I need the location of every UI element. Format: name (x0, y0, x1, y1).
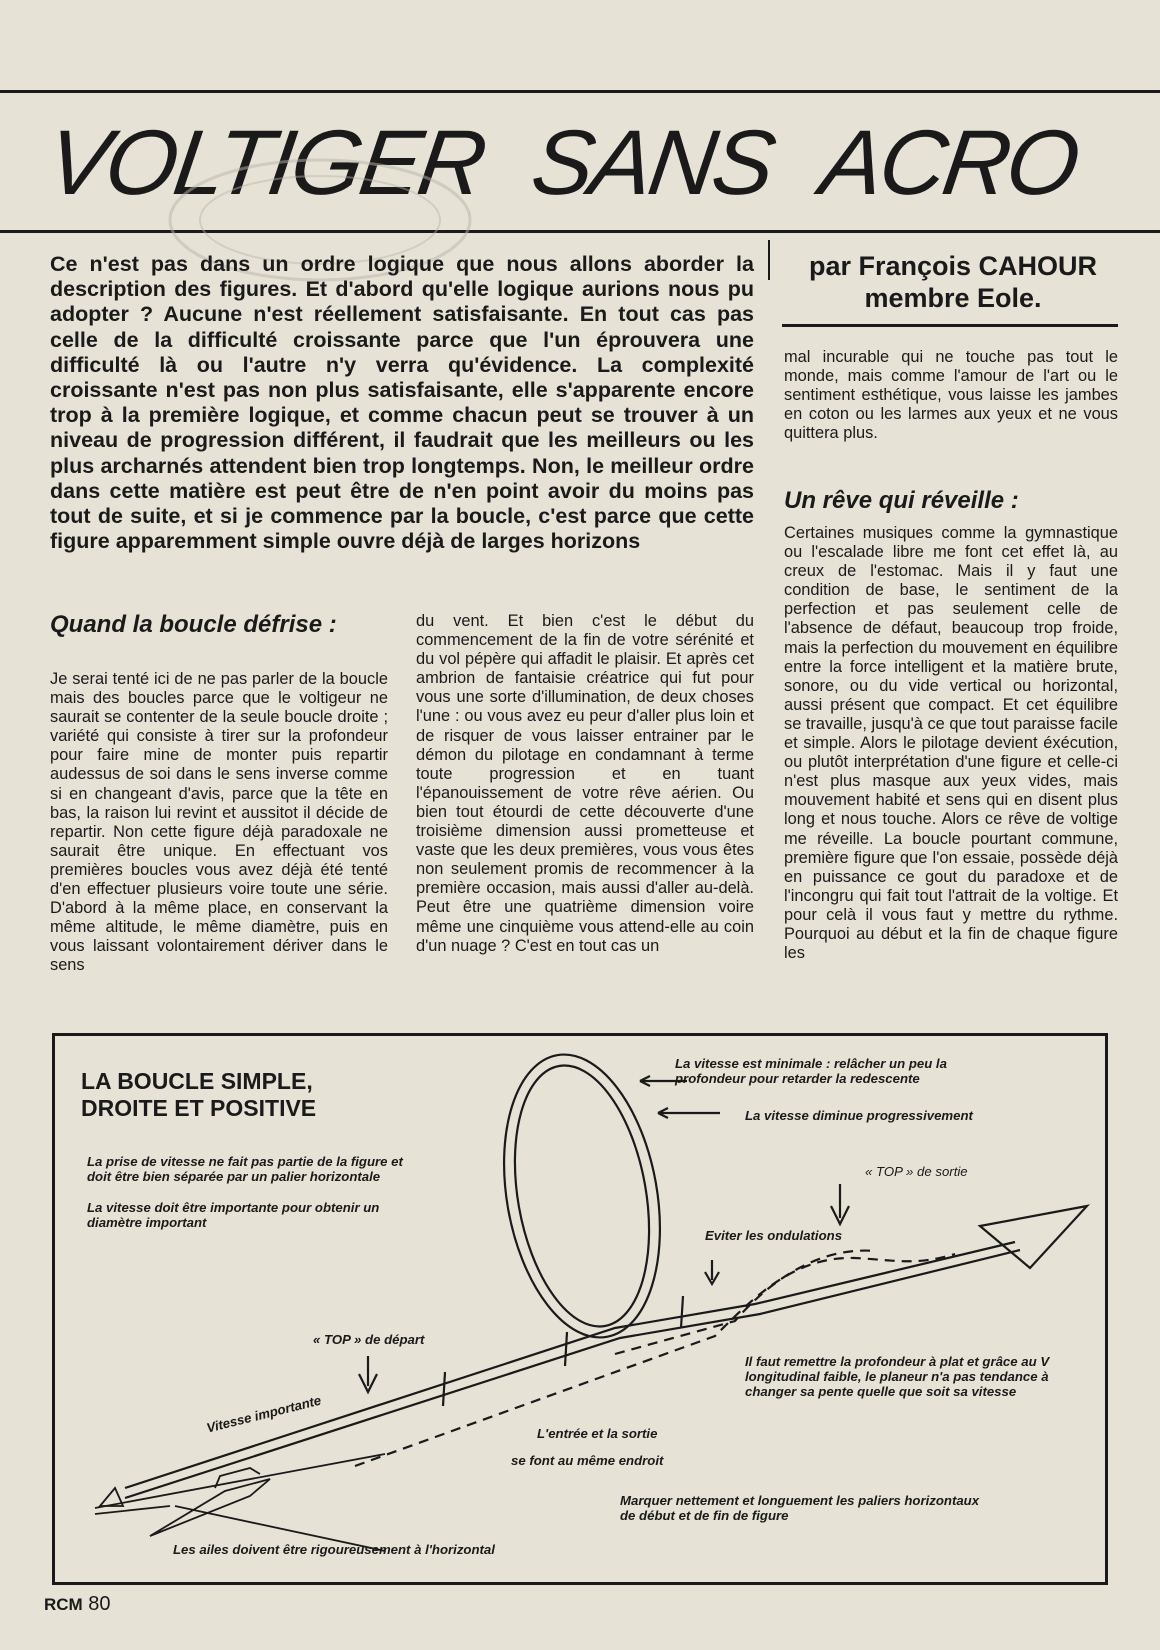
page-number: 80 (88, 1593, 111, 1615)
ann-entree-sortie-1: L'entrée et la sortie (537, 1426, 658, 1441)
byline-divider (768, 240, 770, 280)
byline-club: membre Eole. (864, 283, 1042, 313)
right-column-body: Certaines musiques comme la gymnastique ou l'escalade libre me font cet effet là, au creux de l'estomac. Mais il y faut une condition de base, le sentiment de la perfection et pas seulement celle de l'absence de défaut, beaucoup trop froide, mais la perfection du mouvement en équilibre entre la force intelligent et la matière brute, sonore, ou du vide vertical ou horizontal, aussi présent que compact. Et cet équilibre se travaille, jusqu'à ce que tout paraisse facile et simple. Alors le pilotage devient éxécution, ou plutôt interprétation d'une figure et celle-ci n'est plus masque aux yeux vides, mais mouvement habité et sens qui en disent plus long et nous touche. Alors ce rêve de voltige me réveille. La boucle pourtant commune, première figure que l'on essaie, possède déjà en puissance ce gout du paradoxe et de l'incongru qui fait tout l'attrait de la voltige. Et pour celà il vous faut y mettre du rythme. Pourquoi au début et la fin de chaque figure les (784, 524, 1118, 963)
ann-top-sortie: « TOP » de sortie (865, 1164, 968, 1179)
ann-vitesse-importante: Vitesse importante (205, 1392, 323, 1436)
top-rule (0, 90, 1160, 93)
magazine-name: RCM (44, 1595, 83, 1614)
byline (780, 250, 1126, 314)
ann-profondeur-plat: Il faut remettre la profondeur à plat et grâce au V longitudinal faible, le planeur n'a pas tendance à changer sa pente quelle que soit sa vitesse (745, 1354, 1050, 1399)
ann-ailes-horizontal: Les ailes doivent être rigoureusement à l'horizontal (173, 1542, 495, 1557)
diagram-title-line1: LA BOUCLE SIMPLE, (81, 1068, 313, 1094)
title-word-2: SANS (525, 112, 779, 214)
ann-top-depart: « TOP » de départ (313, 1332, 425, 1347)
ann-marquer-paliers: Marquer nettement et longuement les paliers horizontaux de début et de fin de figure (620, 1493, 980, 1523)
lead-paragraph: Ce n'est pas dans un ordre logique que nous allons aborder la description des figures. Et d'abord qu'elle logique aurions nous pu adopter ? Aucune n'est réellement satisfaisante. En tout cas pas celle de la difficulté croissante parce que l'un éprouvera une difficulté là ou l'autre n'y verra qu'évidence. La complexité croissante n'est pas non plus satisfaisante, elle s'apparente encore trop à la première logique, et comme chacun peut se trouver à un niveau de progression différent, il faudrait que les meilleurs ou les plus archarnés attendent bien trop longtemps. Non, le meilleur ordre dans cette matière est peut être de n'en point avoir du moins pas tout de suite, et si je commence par la boucle, c'est parce que cette figure apparemment simple ouvre déjà de larges horizons (50, 252, 754, 554)
ann-vitesse-minimale: La vitesse est minimale : relâcher un peu la profondeur pour retarder la redescente (675, 1056, 947, 1086)
left-column-body: Je serai tenté ici de ne pas parler de la boucle mais des boucles parce que le voltigeur ne saurait se contenter de la seule boucle droite ; variété qui consiste à tirer sur la profondeur pour faire mine de monter puis repartir audessus de soi dans le sens inverse comme si en changeant d'avis, parce que la tête en bas, la raison lui revint et aussitot il décide de repartir. Non cette figure déjà paradoxale ne saurait être unique. En effectuant vos premières boucles vous avez déjà été tenté d'en effectuer plusieurs voire toute une série. D'abord à la même place, en conservant la même altitude, le même diamètre, puis en vous laissant volontairement dériver dans le sens (50, 670, 388, 975)
title-word-1: VOLTIGER (40, 112, 490, 214)
middle-column-body: du vent. Et bien c'est le début du commencement de la fin de votre sérénité et du vol pépère qui affadit le plaisir. Et après cet ambrion de fantaisie créatrice qui fut pour vous une sorte d'illumination, de deux choses l'une : ou vous avez eu peur d'aller plus loin et de risquer de vous laisser entrainer par le démon du pilotage en condamnant à terme toute progression et en tuant l'épanouissement de votre rêve aérien. Ou bien tout étourdi de cette découverte d'une troisième dimension aussi prometteuse et vaste que les deux premières, vous vous êtes non seulement promis de recommencer à la première occasion, mais aussi d'aller au-delà. Peut être une quatrième dimension voire même une cinquième vous attend-elle au coin d'un nuage ? C'est en tout cas un (416, 612, 754, 955)
loop-outer (483, 1042, 680, 1350)
byline-author: par François CAHOUR (808, 251, 1098, 281)
ann-vitesse-diminue: La vitesse diminue progressivement (745, 1108, 973, 1123)
subhead-reve: Un rêve qui réveille : (784, 487, 1019, 514)
glider-drawing (95, 1454, 385, 1551)
subhead-boucle: Quand la boucle défrise : (50, 611, 337, 638)
page-footer (44, 1593, 111, 1616)
ann-entree-sortie-2: se font au même endroit (511, 1453, 664, 1468)
diagram-title-line2: DROITE ET POSITIVE (81, 1095, 317, 1121)
eviter-arrow (705, 1260, 719, 1284)
ann-prise-vitesse: La prise de vitesse ne fait pas partie de la figure et doit être bien séparée par un palier horizontale (87, 1154, 403, 1184)
ann-eviter-ondulations: Eviter les ondulations (705, 1228, 843, 1243)
top-sortie-arrow (831, 1184, 849, 1224)
loop-diagram (52, 1033, 1108, 1585)
loop-inner (496, 1055, 668, 1337)
byline-rule (782, 324, 1118, 327)
exit-arrowhead (980, 1206, 1087, 1268)
ann-vitesse-importante-diametre: La vitesse doit être importante pour obtenir un diamètre important (87, 1200, 380, 1230)
dashed-path-2 (615, 1251, 875, 1354)
leader-vitesse-diminue (658, 1108, 720, 1118)
title-word-3: ACRO (814, 112, 1084, 214)
right-column-intro: mal incurable qui ne touche pas tout le monde, mais comme l'amour de l'art ou le sentiment esthétique, vous laisse les jambes en coton ou les larmes aux yeux et ne vous quittera plus. (784, 348, 1118, 443)
